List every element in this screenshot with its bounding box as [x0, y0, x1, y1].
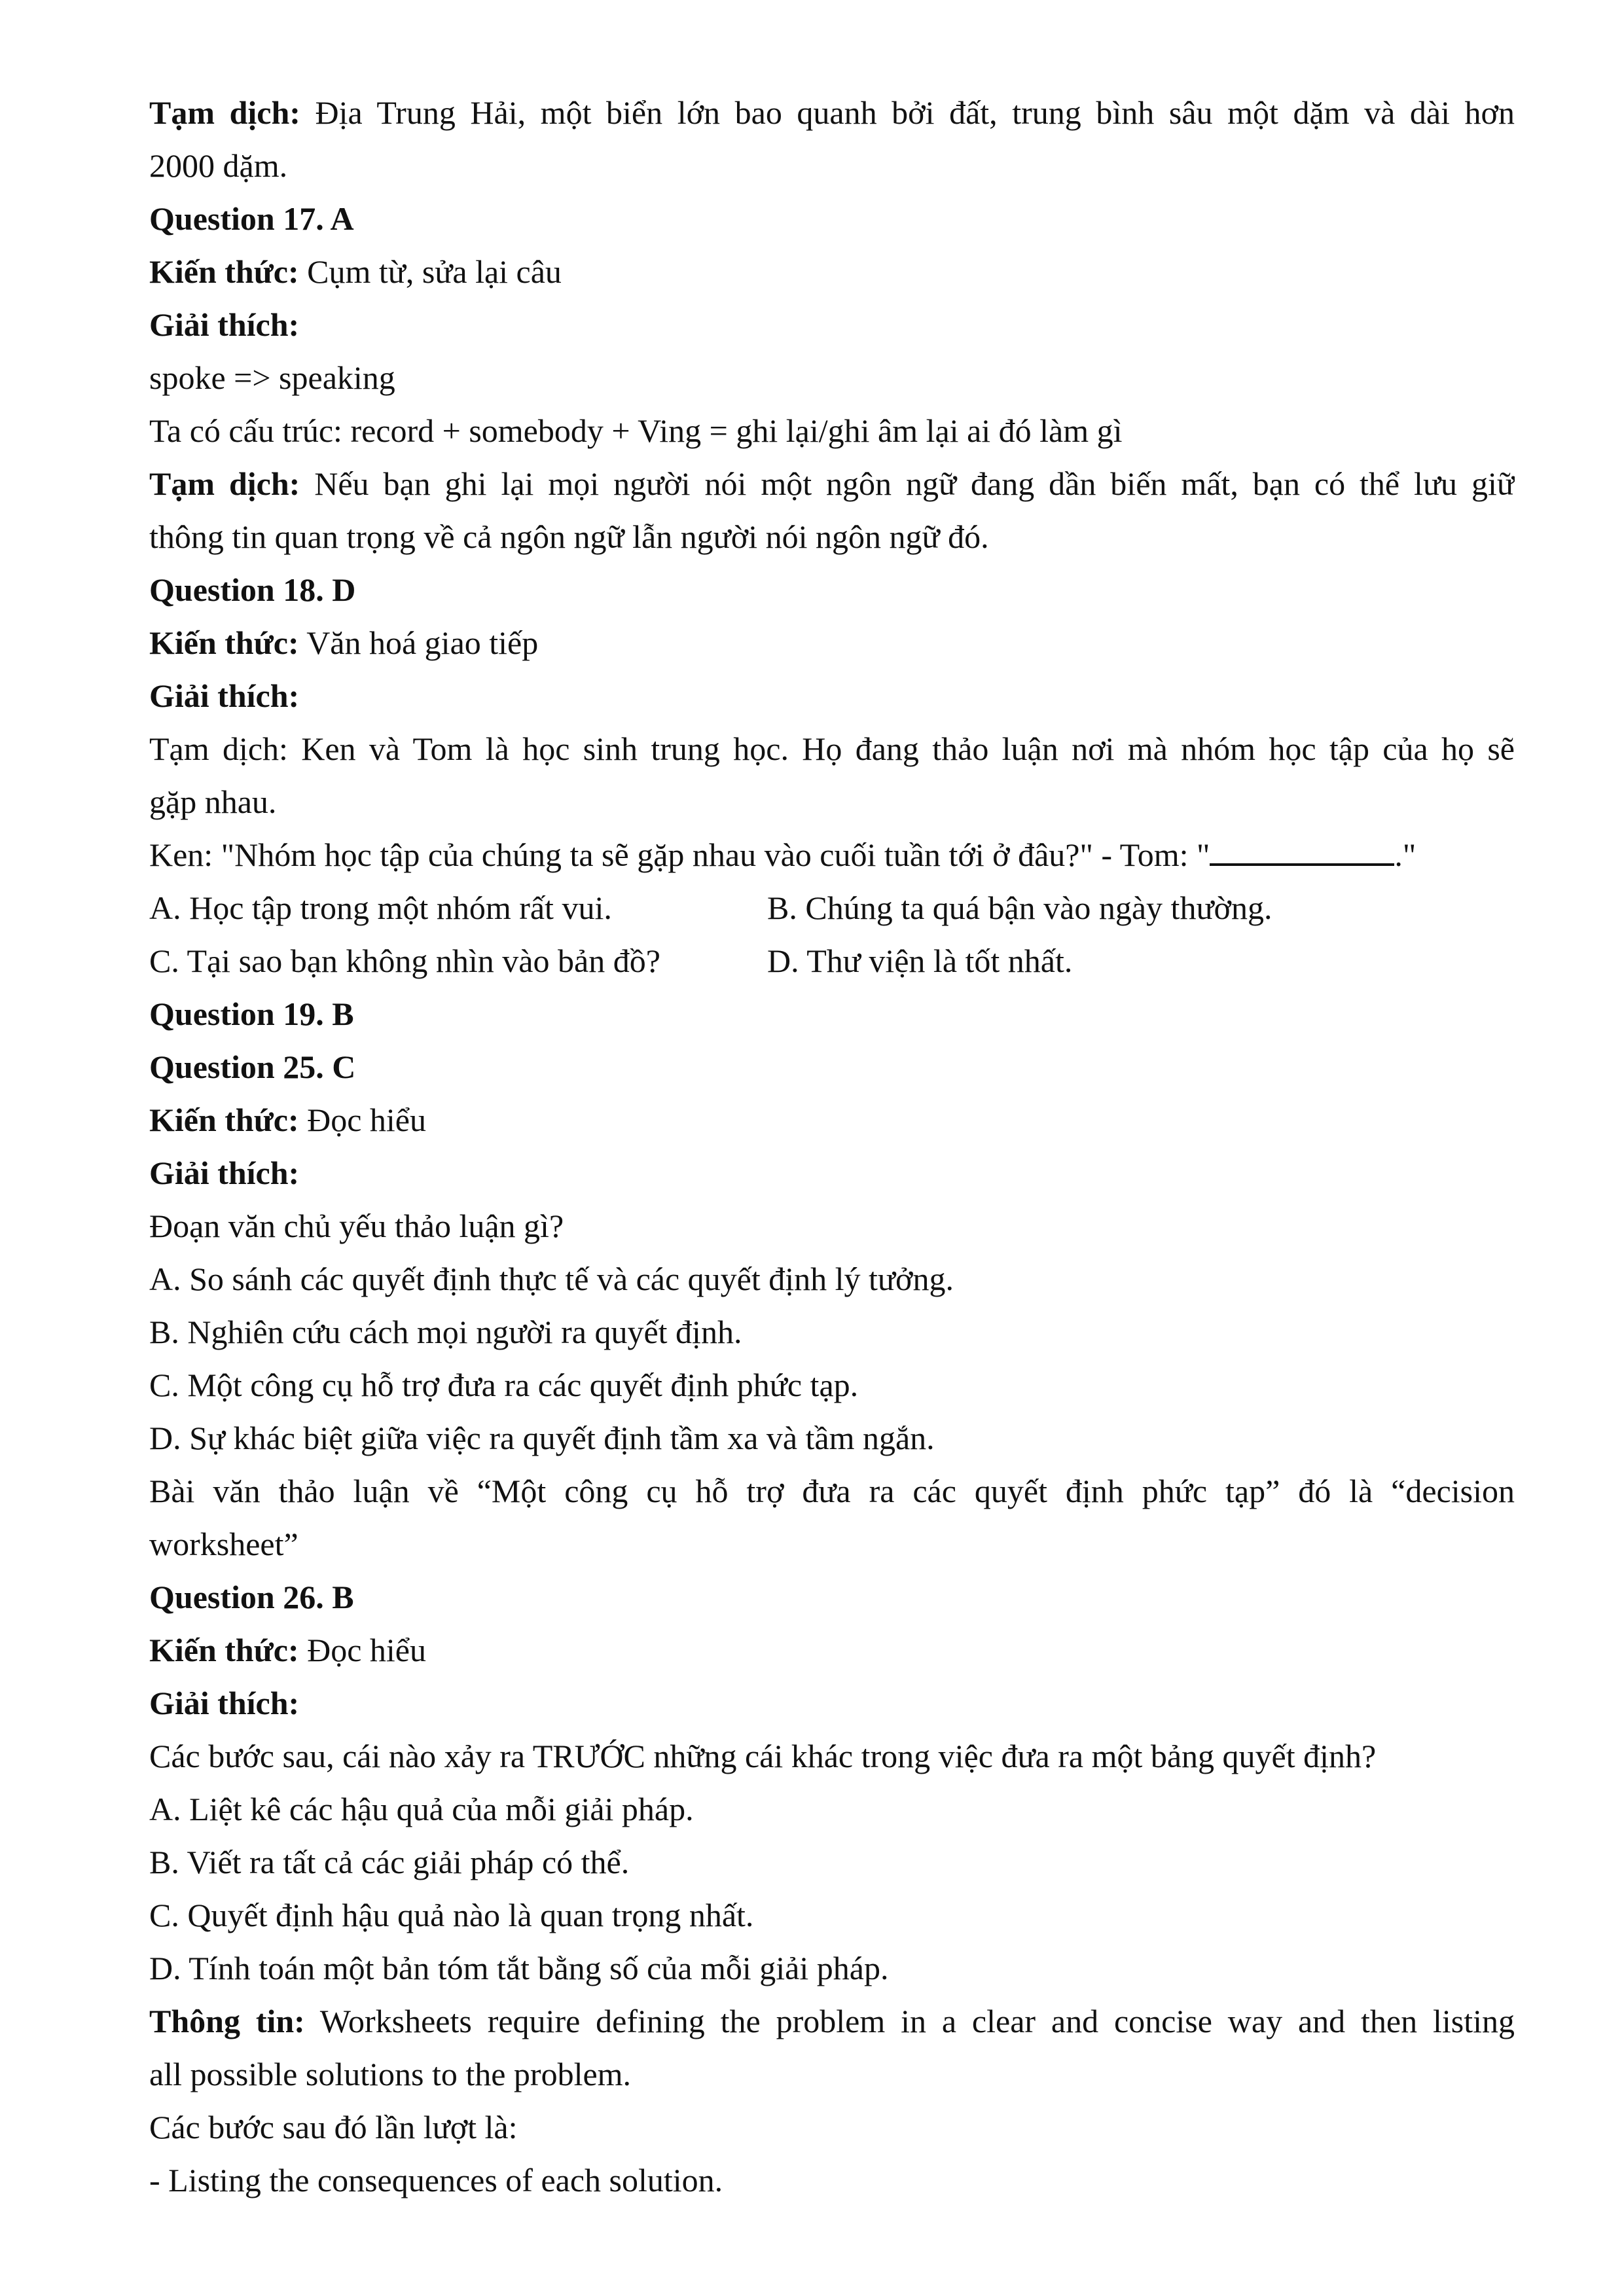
info-line [149, 1995, 1515, 2048]
knowledge-line [149, 245, 1515, 298]
option-c: C. Một công cụ hỗ trợ đưa ra các quyết định phức tạp. [149, 1367, 859, 1403]
steps-intro: Các bước sau đó lần lượt là: [149, 2109, 518, 2145]
option-b: B. Chúng ta quá bận vào ngày thường. [767, 889, 1272, 926]
knowledge-label: Kiến thức: [149, 1102, 299, 1138]
info-label: Thông tin: [149, 2003, 305, 2039]
option-a: A. Liệt kê các hậu quả của mỗi giải pháp. [149, 1791, 694, 1827]
translation-text: Nếu bạn ghi lại mọi người nói một ngôn ngữ đang dần biến mất, bạn có thể lưu giữ [300, 465, 1515, 502]
translation-line [149, 457, 1515, 511]
question-17-heading: Question 17. A [149, 200, 354, 237]
info-line-cont: all possible solutions to the problem. [149, 2056, 632, 2092]
option-b: B. Viết ra tất cả các giải pháp có thể. [149, 1844, 630, 1880]
answer-blank [1210, 834, 1394, 866]
translation-label: Tạm dịch: [149, 465, 300, 502]
translation-text: Địa Trung Hải, một biển lớn bao quanh bởi đất, trung bình sâu một dặm và dài hơn [300, 94, 1515, 131]
options-row [149, 935, 1515, 988]
option-c: C. Quyết định hậu quả nào là quan trọng nhất. [149, 1897, 754, 1933]
step-item: - Listing the consequences of each solution. [149, 2162, 723, 2198]
option-b: B. Nghiên cứu cách mọi người ra quyết định. [149, 1314, 742, 1350]
explanation-line-cont: gặp nhau. [149, 783, 277, 820]
translation-line-cont: thông tin quan trọng về cả ngôn ngữ lẫn người nói ngôn ngữ đó. [149, 518, 989, 555]
translation-line [149, 86, 1515, 139]
document-body [149, 86, 1515, 2207]
translation-label: Tạm dịch: [149, 94, 300, 131]
explanation-label: Giải thích: [149, 677, 300, 714]
info-text: Worksheets require defining the problem in a clear and concise way and then listing [304, 2003, 1515, 2039]
explanation-label: Giải thích: [149, 1685, 300, 1721]
explanation-line-cont: worksheet” [149, 1526, 298, 1562]
dialog-line [149, 829, 1515, 882]
knowledge-label: Kiến thức: [149, 624, 299, 661]
knowledge-label: Kiến thức: [149, 253, 299, 290]
option-a: A. Học tập trong một nhóm rất vui. [149, 889, 612, 926]
question-18-heading: Question 18. D [149, 571, 356, 608]
question-25-heading: Question 25. C [149, 1049, 356, 1085]
dialog-text: Ken: "Nhóm học tập của chúng ta sẽ gặp nhau vào cuối tuần tới ở đâu?" - Tom: " [149, 836, 1210, 873]
explanation-label: Giải thích: [149, 306, 300, 343]
option-d: D. Sự khác biệt giữa việc ra quyết định tầm xa và tầm ngắn. [149, 1420, 935, 1456]
knowledge-line [149, 617, 1515, 670]
knowledge-label: Kiến thức: [149, 1632, 299, 1668]
option-d: D. Thư viện là tốt nhất. [767, 942, 1073, 979]
explanation-line: spoke => speaking [149, 359, 395, 396]
option-c: C. Tại sao bạn không nhìn vào bản đồ? [149, 942, 660, 979]
knowledge-text: Cụm từ, sửa lại câu [298, 253, 562, 290]
knowledge-text: Đọc hiểu [298, 1632, 426, 1668]
question-26-heading: Question 26. B [149, 1579, 354, 1615]
dialog-end: ." [1394, 836, 1416, 873]
explanation-line: Bài văn thảo luận về “Một công cụ hỗ trợ đưa ra các quyết định phức tạp” đó là “decision [149, 1473, 1515, 1509]
question-text: Các bước sau, cái nào xảy ra TRƯỚC những cái khác trong việc đưa ra một bảng quyết định? [149, 1738, 1377, 1774]
option-a: A. So sánh các quyết định thực tế và các quyết định lý tưởng. [149, 1261, 954, 1297]
question-text: Đoạn văn chủ yếu thảo luận gì? [149, 1208, 564, 1244]
question-19-heading: Question 19. B [149, 996, 354, 1032]
explanation-line: Tạm dịch: Ken và Tom là học sinh trung học. Họ đang thảo luận nơi mà nhóm học tập của họ sẽ [149, 730, 1515, 767]
option-d: D. Tính toán một bản tóm tắt bằng số của mỗi giải pháp. [149, 1950, 889, 1986]
translation-line-cont: 2000 dặm. [149, 147, 288, 184]
explanation-line: Ta có cấu trúc: record + somebody + Ving = ghi lại/ghi âm lại ai đó làm gì [149, 412, 1123, 449]
explanation-label: Giải thích: [149, 1155, 300, 1191]
knowledge-line [149, 1624, 1515, 1677]
knowledge-text: Văn hoá giao tiếp [298, 624, 539, 661]
options-row [149, 882, 1515, 935]
knowledge-line [149, 1094, 1515, 1147]
knowledge-text: Đọc hiểu [298, 1102, 426, 1138]
